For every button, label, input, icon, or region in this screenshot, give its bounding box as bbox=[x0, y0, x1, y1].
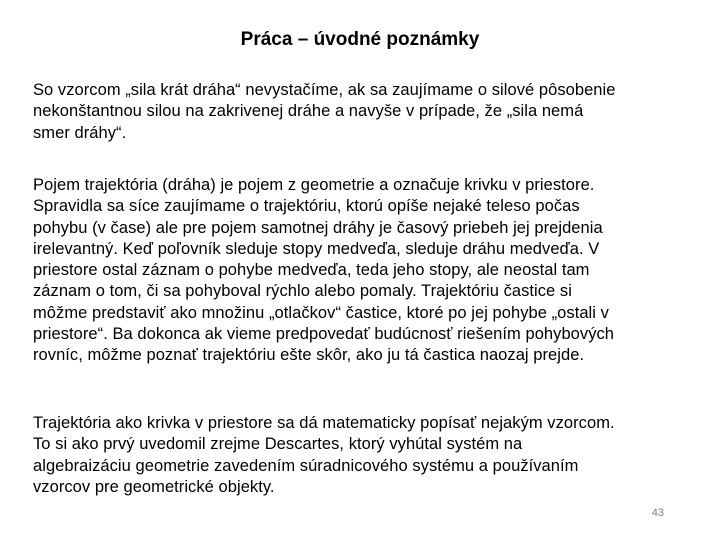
text-line: môžme predstaviť ako množinu „otlačkov“ častice, ktoré po jej pohybe „ostali v bbox=[33, 303, 609, 322]
paragraph-descartes bbox=[33, 413, 695, 498]
text-line: priestore“. Ba dokonca ak vieme predpovedať budúcnosť riešením pohybových bbox=[33, 325, 615, 344]
text-line: irelevantný. Keď poľovník sleduje stopy medveďa, sleduje dráhu medveďa. V bbox=[33, 239, 600, 258]
text-line: Pojem trajektória (dráha) je pojem z geometrie a označuje krivku v priestore. bbox=[33, 176, 595, 194]
paragraph-trajectory bbox=[33, 175, 695, 367]
text-line: záznam o tom, či sa pohyboval rýchlo alebo pomaly. Trajektóriu častice si bbox=[33, 282, 572, 301]
text-line: Spravidla sa síce zaujímame o trajektóriu, ktorú opíše nejaké teleso počas bbox=[33, 197, 580, 216]
text-line: priestore ostal záznam o pohybe medveďa, teda jeho stopy, ale neostal tam bbox=[33, 261, 590, 280]
text-line: So vzorcom „sila krát dráha“ nevystačíme, ak sa zaujímame o silové pôsobenie bbox=[33, 81, 616, 99]
text-line: Trajektória ako krivka v priestore sa dá matematicky popísať nejakým vzorcom. bbox=[33, 414, 615, 432]
paragraph-intro bbox=[33, 80, 695, 144]
text-line: smer dráhy“. bbox=[33, 123, 127, 142]
slide-title: Práca – úvodné poznámky bbox=[240, 29, 480, 50]
text-line: algebraizáciu geometrie zavedením súradnicového systému a používaním bbox=[33, 456, 579, 475]
text-line: rovníc, môžme poznať trajektóriu ešte skôr, ako ju tá častica naozaj prejde. bbox=[33, 346, 585, 365]
page-number: 43 bbox=[651, 507, 664, 519]
text-line: nekonštantnou silou na zakrivenej dráhe a navyše v prípade, že „sila nemá bbox=[33, 102, 584, 121]
text-line: vzorcov pre geometrické objekty. bbox=[33, 477, 275, 496]
text-line: To si ako prvý uvedomil zrejme Descartes, ktorý vyhútal systém na bbox=[33, 435, 523, 454]
text-line: pohybu (v čase) ale pre pojem samotnej dráhy je časový priebeh jej prejdenia bbox=[33, 218, 603, 237]
